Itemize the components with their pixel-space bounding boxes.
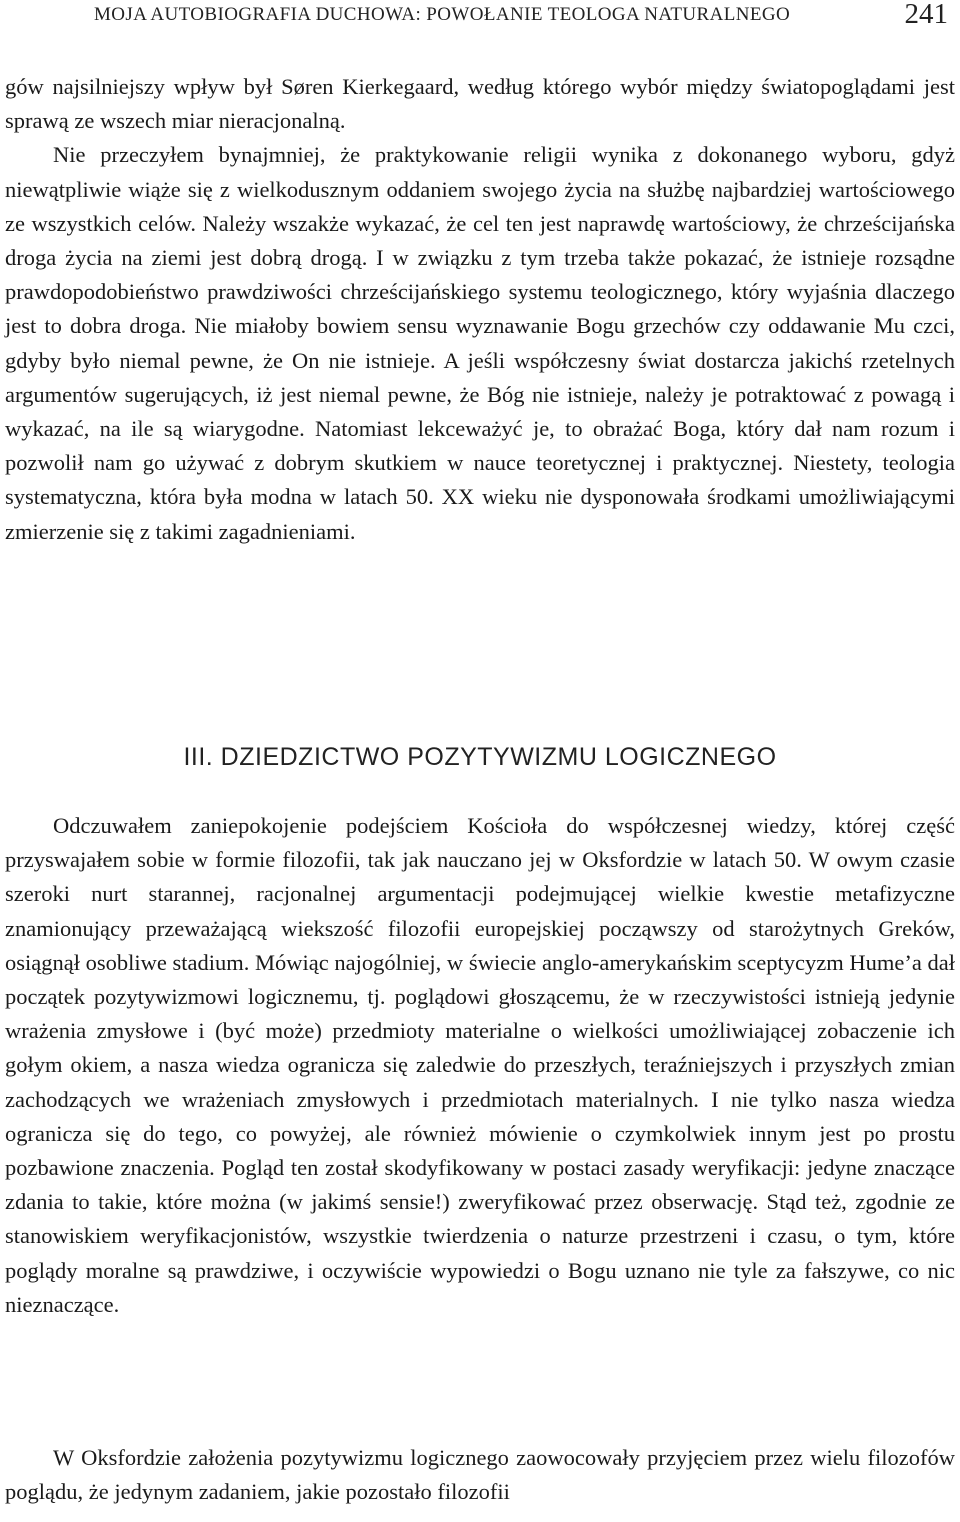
section-paragraph-2: W Oksfordzie założenia pozytywizmu logicznego zaowocowały przyjęciem przez wielu filozofów poglądu, że jedynym zadaniem, jakie pozostało filozofii bbox=[5, 1445, 955, 1505]
continuation-paragraph: gów najsilniejszy wpływ był Søren Kierkegaard, według którego wybór między światopoglądami jest sprawą ze wszech miar nieracjonalną. bbox=[5, 74, 955, 134]
section-heading: III. DZIEDZICTWO POZYTYWIZMU LOGICZNEGO bbox=[183, 743, 777, 771]
section-text-continued bbox=[5, 1441, 955, 1509]
body-paragraph: Nie przeczyłem bynajmniej, że praktykowanie religii wynika z dokonanego wyboru, gdyż niewątpliwie wiąże się z wielkodusznym oddaniem swojego życia na służbę najbardziej wartościowego ze wszystkich celów. Należy wszakże wykazać, że cel ten jest naprawdę wartościowy, że chrześcijańska droga życia na ziemi jest dobrą drogą. I w związku z tym trzeba także pokazać, że istnieje rozsądne prawdopodobieństwo prawdziwości chrześcijańskiego systemu teologicznego, który wyjaśnia dlaczego jest to dobra droga. Nie miałoby bowiem sensu wyznawanie Bogu grzechów czy oddawanie Mu czci, gdyby było niemal pewne, że On nie istnieje. A jeśli współczesny świat dostarcza jakichś rzetelnych argumentów sugerujących, iż jest niemal pewne, że Bóg nie istnieje, należy je potraktować z powagą i wykazać, na ile są wiarygodne. Natomiast lekceważyć je, to obrażać Boga, który dał nam rozum i pozwolił nam go używać z dobrym skutkiem w nauce teoretycznej i praktycznej. Niestety, teologia systematyczna, która była modna w latach 50. XX wieku nie dysponowała środkami umożliwiającymi zmierzenie się z takimi zagadnieniami. bbox=[5, 142, 955, 544]
section-text bbox=[5, 809, 955, 1322]
page-number: 241 bbox=[904, 0, 948, 30]
running-title: MOJA AUTOBIOGRAFIA DUCHOWA: POWOŁANIE TEOLOGA NATURALNEGO bbox=[94, 4, 791, 25]
chapter-text bbox=[5, 70, 955, 549]
section-paragraph: Odczuwałem zaniepokojenie podejściem Kościoła do współczesnej wiedzy, której część przyswajałem sobie w formie filozofii, tak jak nauczano jej w Oksfordzie w latach 50. W owym czasie szeroki nurt starannej, racjonalnej argumentacji podejmującej wielkie kwestie metafizyczne znamionujący przeważającą wiekszość filozofii europejskiej począwszy od starożytnych Greków, osiągnął osobliwe stadium. Mówiąc najogólniej, w świecie anglo-amerykańskim sceptycyzm Hume’a dał początek pozytywizmowi logicznemu, tj. poglądowi głoszącemu, że w rzeczywistości istnieją jedynie wrażenia zmysłowe i (być może) przedmioty materialne o wielkości umożliwiającej zobaczenie ich gołym okiem, a nasza wiedza ogranicza się zaledwie do przeszłych, teraźniejszych i przyszłych zmian zachodzących we wrażeniach zmysłowych i przedmiotach materialnych. I nie tylko nasza wiedza ogranicza się do tego, co powyżej, ale również mówienie o czymkolwiek innym jest po prostu pozbawione znaczenia. Pogląd ten został skodyfikowany w postaci zasady weryfikacji: jedyne znaczące zdania to takie, które można (w jakimś sensie!) zweryfikować przez obserwację. Stąd też, zgodnie ze stanowiskiem weryfikacjonistów, wszystkie twierdzenia o naturze przestrzeni i czasu, o tym, które poglądy moralne są prawdziwe, i oczywiście wypowiedzi o Bogu uznano nie tyle za fałszywe, co nic nieznaczące. bbox=[5, 813, 955, 1317]
running-head bbox=[94, 0, 954, 34]
